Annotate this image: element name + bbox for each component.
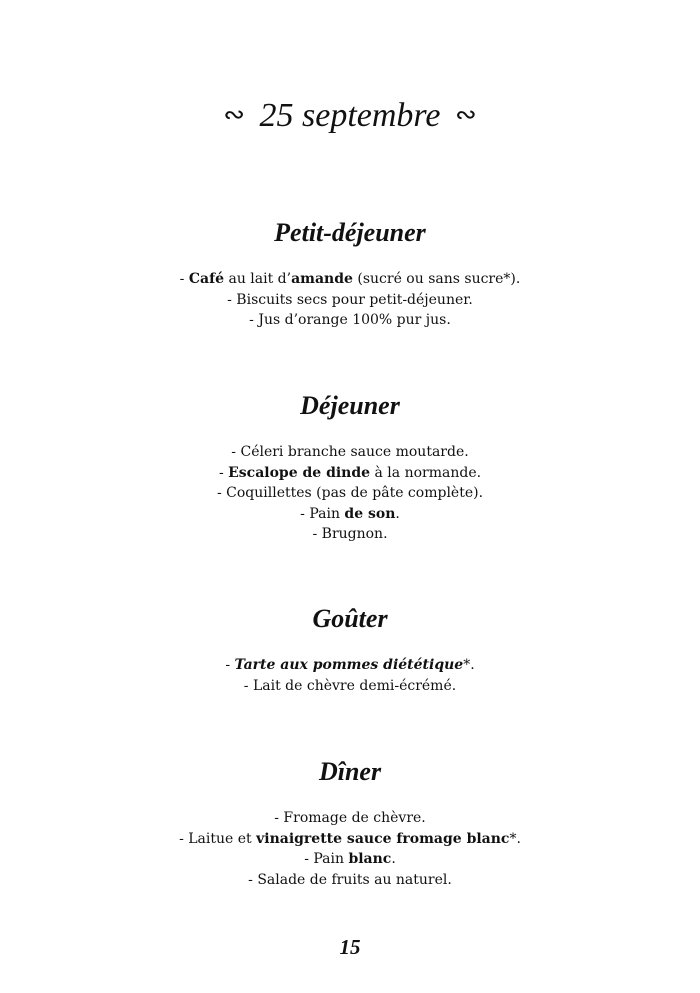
menu-item — [0, 504, 700, 525]
menu-item-text: au lait d’ — [224, 271, 292, 287]
menu-item — [0, 290, 700, 311]
section-heading: Goûter — [312, 604, 388, 633]
section-gouter — [0, 602, 700, 696]
menu-item — [0, 269, 700, 290]
menu-item-emphasis — [235, 657, 464, 673]
menu-item-text-bold: blanc — [348, 851, 392, 867]
menu-item-text: (sucré ou sans sucre*). — [352, 271, 521, 287]
menu-item-text: - Céleri branche sauce moutarde. — [231, 444, 469, 460]
right-ornament-icon: ∾ — [454, 100, 477, 129]
menu-item — [0, 442, 700, 463]
menu-item — [0, 655, 700, 676]
section-heading: Déjeuner — [300, 391, 400, 420]
menu-item — [0, 829, 700, 850]
menu-list — [0, 269, 700, 331]
menu-item-text: - — [218, 464, 229, 481]
menu-item-text-bold: Escalope de dinde — [228, 464, 371, 481]
menu-item-text: - Coquillettes (pas de pâte complète). — [216, 485, 484, 501]
section-heading: Dîner — [318, 757, 382, 786]
menu-list — [0, 442, 700, 545]
menu-item — [0, 524, 700, 545]
menu-item-text: - Salade de fruits au naturel. — [248, 871, 452, 888]
section-dejeuner — [0, 389, 700, 545]
menu-item-text: - Lait de chèvre demi-écrémé. — [243, 677, 457, 694]
menu-item-text: - Pain — [304, 851, 349, 867]
menu-item-text: - Pain — [300, 505, 345, 522]
menu-list — [0, 808, 700, 890]
menu-item — [0, 483, 700, 504]
menu-item — [0, 463, 700, 484]
menu-item-text: à la normande. — [370, 464, 482, 481]
menu-item — [0, 808, 700, 829]
menu-item-text-bold-italic: Tarte aux pommes diététique — [234, 657, 464, 673]
menu-item-text: - — [179, 271, 189, 287]
menu-list — [0, 655, 700, 696]
section-heading: Petit-déjeuner — [274, 218, 426, 247]
menu-item-text: . — [395, 505, 400, 522]
section-diner — [0, 755, 700, 890]
menu-item — [0, 870, 700, 891]
menu-item-text: - Brugnon. — [312, 526, 388, 542]
menu-item-text: - Fromage de chèvre. — [274, 810, 426, 826]
menu-item-text: *. — [463, 657, 475, 673]
menu-item-text-bold: de son — [344, 505, 396, 522]
date-title: 25 septembre — [259, 97, 441, 134]
left-ornament-icon: ∾ — [223, 100, 245, 129]
page-title — [0, 93, 700, 138]
menu-item-text: - Jus d’orange 100% pur jus. — [249, 312, 451, 328]
menu-item-text: *. — [509, 830, 521, 847]
menu-item — [0, 849, 700, 870]
menu-item — [0, 676, 700, 697]
menu-item-text: - — [225, 657, 235, 673]
page-number: 15 — [339, 935, 361, 959]
menu-item-text: - Laitue et — [179, 830, 257, 847]
menu-item-text-bold: Café — [188, 271, 225, 287]
menu-item-text: - Biscuits secs pour petit-déjeuner. — [227, 291, 473, 308]
menu-item-text-bold: vinaigrette sauce fromage blanc — [256, 830, 510, 847]
section-petit-dejeuner — [0, 216, 700, 331]
menu-item-text: . — [391, 851, 396, 867]
menu-item — [0, 310, 700, 331]
menu-item-text-bold: amande — [291, 271, 353, 287]
